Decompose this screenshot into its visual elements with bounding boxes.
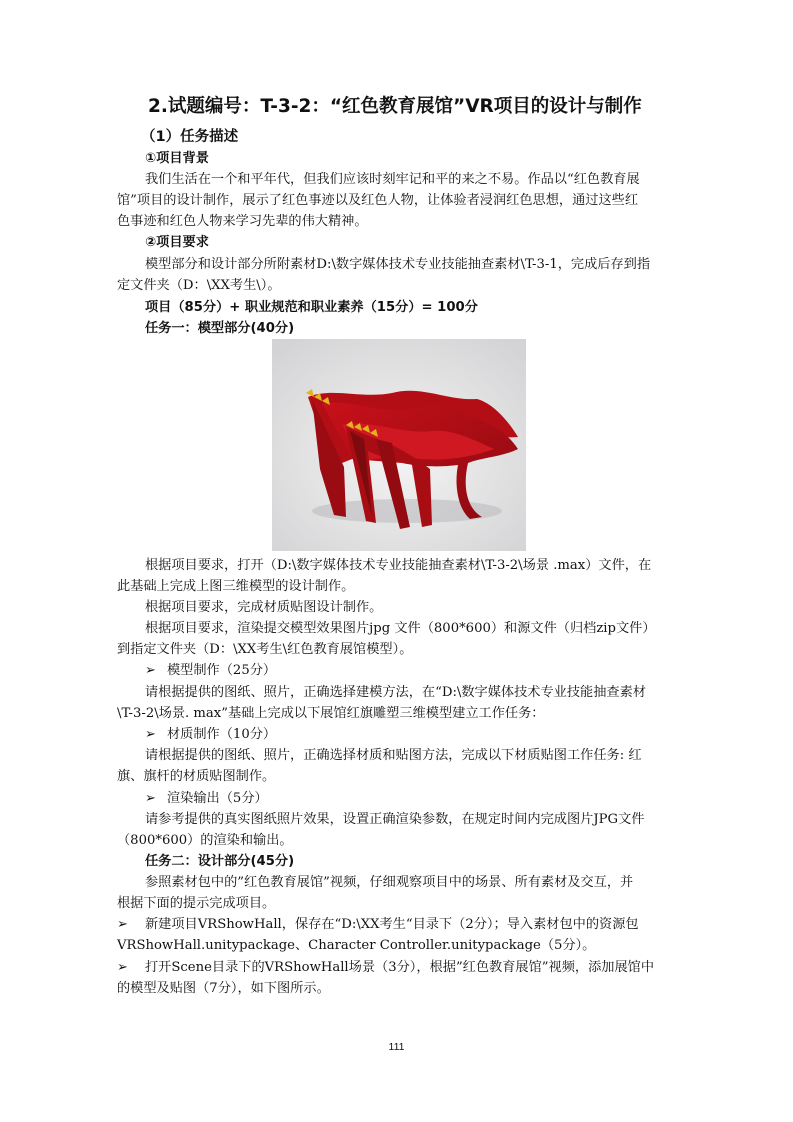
bullet-label: 材质制作（10分） xyxy=(167,727,277,742)
paragraph-line: 请参考提供的真实图纸照片效果，设置正确渲染参数，在规定时间内完成图片JPG文件 xyxy=(145,812,645,827)
paragraph-line: 定文件夹（D：\XX考生\）。 xyxy=(117,278,281,293)
paragraph-line: 我们生活在一个和平年代，但我们应该时刻牢记和平的来之不易。作品以“红色教育展 xyxy=(145,172,640,187)
page-number: 111 xyxy=(388,1041,405,1053)
section-heading: （1）任务描述 xyxy=(141,129,239,145)
paragraph-line: 请根据提供的图纸、照片，正确选择建模方法，在“D:\数字媒体技术专业技能抽查素材 xyxy=(145,685,646,700)
bullet-label: 新建项目VRShowHall，保存在“D:\XX考生“目录下（2分）；导入素材包中的资源包 xyxy=(145,917,639,932)
paragraph-line: （800*600）的渲染和输出。 xyxy=(117,833,293,848)
paragraph-line: 到指定文件夹（D：\XX考生\红色教育展馆模型）。 xyxy=(117,642,413,657)
bullet-arrow-icon: ➢ xyxy=(117,917,129,932)
bullet-label: 打开Scene目录下的VRShowHall场景（3分），根据”红色教育展馆”视频，添加展馆中 xyxy=(145,960,655,975)
paragraph-line: 的模型及贴图（7分），如下图所示。 xyxy=(117,981,330,996)
bullet-arrow-icon: ➢ xyxy=(145,791,157,806)
bullet-arrow-icon: ➢ xyxy=(117,960,129,975)
bullet-item xyxy=(145,790,268,808)
task1-heading: 任务一：模型部分(40分) xyxy=(145,321,295,336)
paragraph-line: 根据项目要求，渲染提交模型效果图片jpg 文件（800*600）和源文件（归档zip文件） xyxy=(145,621,656,636)
page-title: 2.试题编号：T-3-2：“红色教育展馆”VR项目的设计与制作 xyxy=(148,96,642,117)
background-heading: ①项目背景 xyxy=(145,151,209,166)
score-line: 项目（85分）+ 职业规范和职业素养（15分）= 100分 xyxy=(145,300,478,315)
paragraph-line: \T-3-2\场景. max”基础上完成以下展馆红旗雕塑三维模型建立工作任务： xyxy=(117,706,545,721)
bullet-label: 渲染输出（5分） xyxy=(167,791,268,806)
task2-heading: 任务二：设计部分(45分) xyxy=(145,854,295,869)
paragraph-line: 模型部分和设计部分所附素材D:\数字媒体技术专业技能抽查素材\T-3-1，完成后存到指 xyxy=(145,257,651,272)
paragraph-line: 馆”项目的设计制作，展示了红色事迹以及红色人物，让体验者浸润红色思想，通过这些红 xyxy=(117,193,639,208)
bullet-arrow-icon: ➢ xyxy=(145,727,157,742)
red-flag-sculpture-image xyxy=(272,339,526,551)
paragraph-line: VRShowHall.unitypackage、Character Controller.unitypackage（5分）。 xyxy=(117,938,596,953)
bullet-arrow-icon: ➢ xyxy=(145,663,157,678)
bullet-label: 模型制作（25分） xyxy=(167,663,277,678)
paragraph-line: 旗、旗杆的材质贴图制作。 xyxy=(117,769,276,784)
requirements-heading: ②项目要求 xyxy=(145,235,209,250)
paragraph-line: 参照素材包中的”红色教育展馆”视频，仔细观察项目中的场景、所有素材及交互，并 xyxy=(145,875,634,890)
paragraph-line: 色事迹和红色人物来学习先辈的伟大精神。 xyxy=(117,214,368,229)
paragraph-line: 请根据提供的图纸、照片，正确选择材质和贴图方法，完成以下材质贴图工作任务: 红 xyxy=(145,748,642,763)
paragraph-line: 根据项目要求，完成材质贴图设计制作。 xyxy=(145,600,383,615)
paragraph-line: 此基础上完成上图三维模型的设计制作。 xyxy=(117,579,355,594)
bullet-item xyxy=(117,959,654,977)
bullet-item xyxy=(117,916,639,934)
paragraph-line: 根据项目要求，打开（D:\数字媒体技术专业技能抽查素材\T-3-2\场景 .max）文件，在 xyxy=(145,558,652,573)
bullet-item xyxy=(145,726,276,744)
bullet-item xyxy=(145,662,276,680)
paragraph-line: 根据下面的提示完成项目。 xyxy=(117,896,276,911)
